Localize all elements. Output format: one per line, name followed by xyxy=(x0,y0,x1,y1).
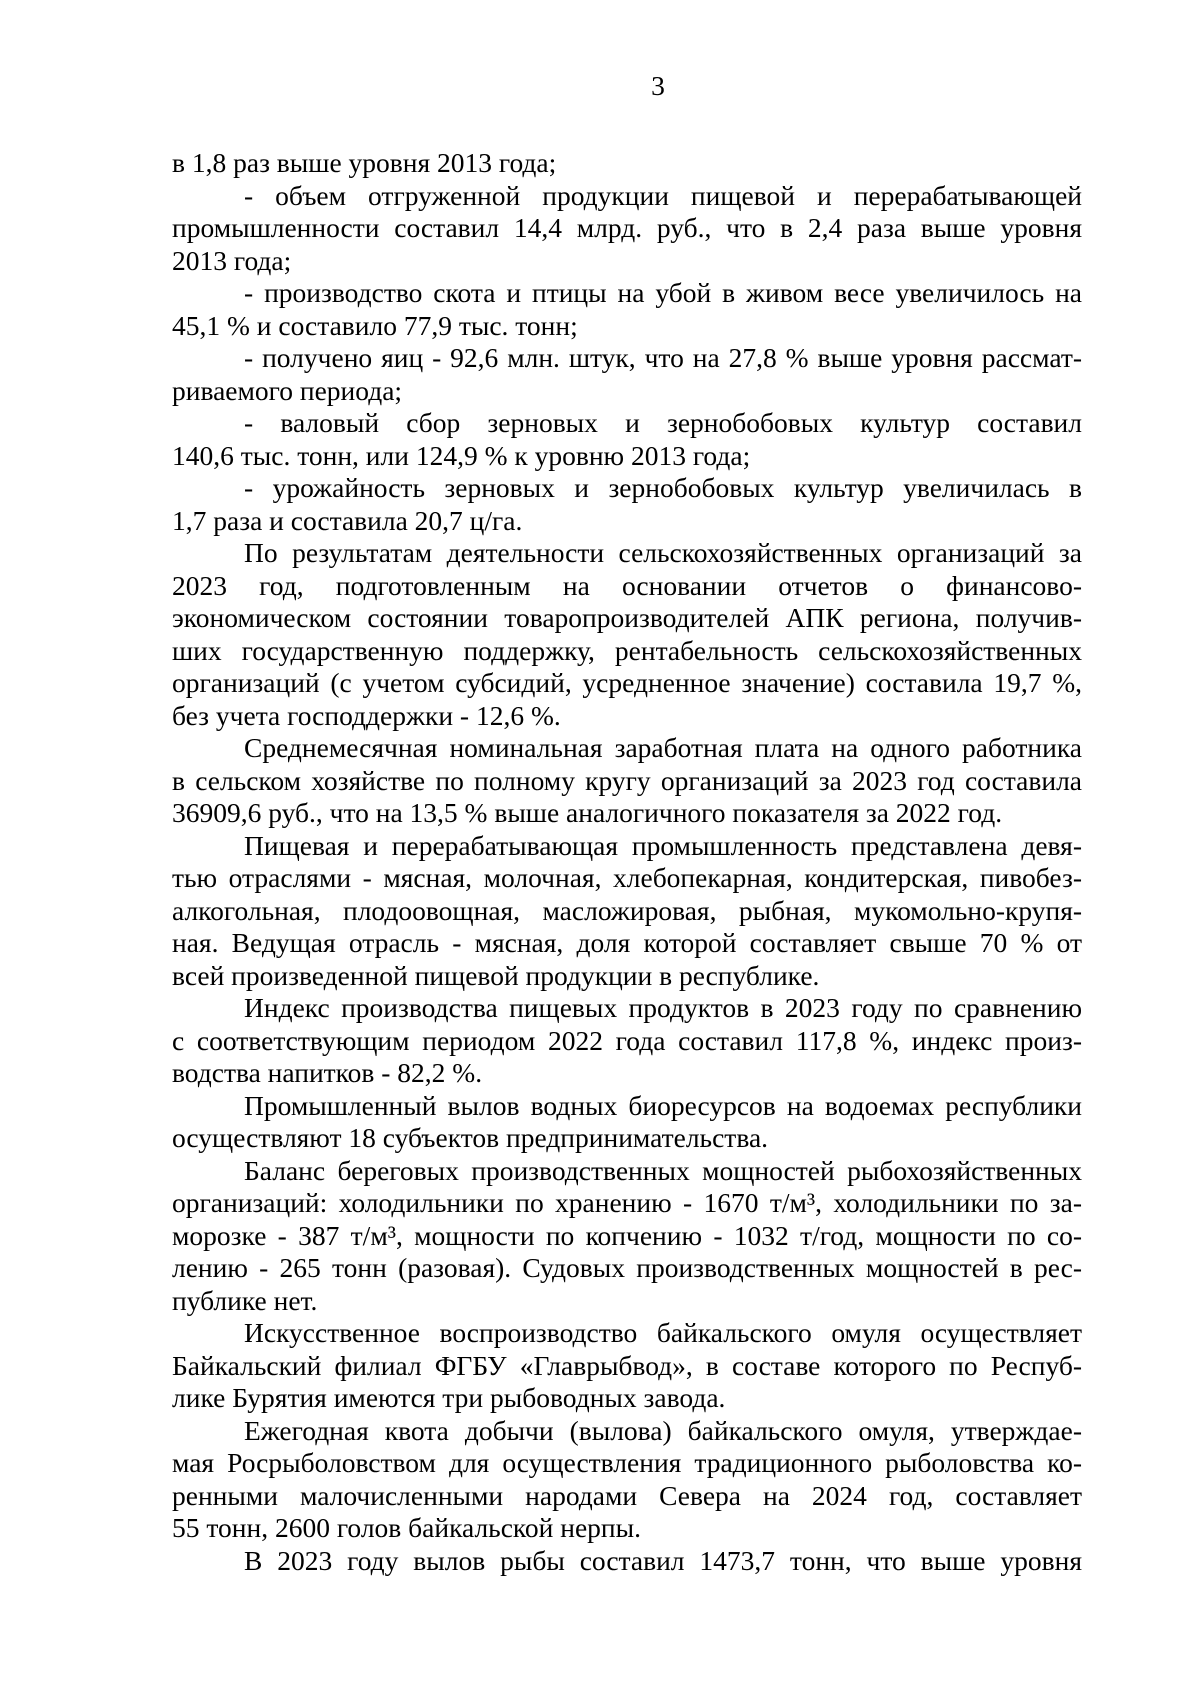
text-line: водства напитков - 82,2 %. xyxy=(172,1057,483,1088)
paragraph xyxy=(172,277,1082,342)
text-line: - объем отгруженной продукции пищевой и перерабатывающей xyxy=(244,179,1082,211)
text-line: в 1,8 раз выше уровня 2013 года; xyxy=(172,147,557,178)
text-line: всей произведенной пищевой продукции в республике. xyxy=(172,959,820,991)
text-line: организаций: холодильники по хранению - 1670 т/м³, холодильники по за- xyxy=(172,1187,1082,1218)
text-line: Пищевая и перерабатывающая промышленность представлена девя- xyxy=(244,829,1082,861)
text-line: 2023 год, подготовленным на основании отчетов о финансово- xyxy=(172,569,1082,601)
text-line: - валовый сбор зерновых и зернобобовых культур составил xyxy=(244,407,1082,438)
text-line: 55 тонн, 2600 голов байкальской нерпы. xyxy=(172,1512,641,1543)
text-line: - урожайность зерновых и зернобобовых культур увеличилась в xyxy=(244,472,1082,503)
text-line: Ежегодная квота добычи (вылова) байкальского омуля, утверждае- xyxy=(244,1414,1082,1446)
paragraph xyxy=(172,830,1082,993)
page-number: 3 xyxy=(651,70,665,101)
text-line: - получено яиц - 92,6 млн. штук, что на 27,8 % выше уровня рассмат- xyxy=(244,342,1082,373)
text-line: без учета господдержки - 12,6 %. xyxy=(172,699,561,731)
text-line: морозке - 387 т/м³, мощности по копчению - 1032 т/год, мощности по со- xyxy=(172,1219,1082,1251)
text-line: - производство скота и птицы на убой в живом весе увеличилось на xyxy=(244,277,1082,308)
text-line: осуществляют 18 субъектов предпринимательства. xyxy=(172,1122,769,1153)
paragraph xyxy=(172,1155,1082,1318)
paragraph xyxy=(172,342,1082,407)
text-line: организаций (с учетом субсидий, усредненное значение) составила 19,7 %, xyxy=(172,667,1082,698)
text-line: тью отраслями - мясная, молочная, хлебопекарная, кондитерская, пивобез- xyxy=(172,862,1082,893)
text-line: 36909,6 руб., что на 13,5 % выше аналогичного показателя за 2022 год. xyxy=(172,797,1003,828)
text-line: риваемого периода; xyxy=(172,374,403,406)
text-line: лению - 265 тонн (разовая). Судовых производственных мощностей в рес- xyxy=(172,1252,1082,1283)
text-line: 140,6 тыс. тонн, или 124,9 % к уровню 2013 года; xyxy=(172,439,751,471)
text-line: Промышленный вылов водных биоресурсов на водоемах республики xyxy=(244,1089,1082,1121)
text-line: ная. Ведущая отрасль - мясная, доля которой составляет свыше 70 % от xyxy=(172,927,1082,958)
text-line: публике нет. xyxy=(172,1284,318,1316)
paragraph xyxy=(172,992,1082,1090)
text-line: Баланс береговых производственных мощностей рыбохозяйственных xyxy=(244,1154,1082,1186)
text-line: лике Бурятия имеются три рыбоводных завода. xyxy=(172,1382,726,1413)
paragraph xyxy=(172,1545,1082,1578)
text-line: Индекс производства пищевых продуктов в 2023 году по сравнению xyxy=(244,992,1082,1023)
paragraph xyxy=(172,407,1082,472)
text-line: 1,7 раза и составила 20,7 ц/га. xyxy=(172,504,523,536)
paragraph xyxy=(172,732,1082,830)
text-line: Искусственное воспроизводство байкальского омуля осуществляет xyxy=(244,1317,1082,1348)
document-body xyxy=(172,147,1082,1577)
paragraph xyxy=(172,147,1082,180)
paragraph xyxy=(172,472,1082,537)
paragraph xyxy=(172,1415,1082,1545)
text-line: экономическом состоянии товаропроизводителей АПК региона, получив- xyxy=(172,602,1082,633)
paragraph xyxy=(172,1090,1082,1155)
text-line: ренными малочисленными народами Севера на 2024 год, составляет xyxy=(172,1479,1082,1511)
paragraph xyxy=(172,180,1082,278)
text-line: 2013 года; xyxy=(172,244,292,276)
paragraph xyxy=(172,1317,1082,1415)
text-line: Байкальский филиал ФГБУ «Главрыбвод», в составе которого по Респуб- xyxy=(172,1349,1082,1381)
text-line: мая Росрыболовством для осуществления традиционного рыболовства ко- xyxy=(172,1447,1082,1478)
text-line: Среднемесячная номинальная заработная плата на одного работника xyxy=(244,732,1082,763)
text-line: 45,1 % и составило 77,9 тыс. тонн; xyxy=(172,309,578,341)
text-line: промышленности составил 14,4 млрд. руб., что в 2,4 раза выше уровня xyxy=(172,212,1082,243)
text-line: ших государственную поддержку, рентабельность сельскохозяйственных xyxy=(172,634,1082,666)
text-line: в сельском хозяйстве по полному кругу организаций за 2023 год составила xyxy=(172,764,1082,796)
text-line: с соответствующим периодом 2022 года составил 117,8 %, индекс произ- xyxy=(172,1024,1082,1056)
text-line: В 2023 году вылов рыбы составил 1473,7 тонн, что выше уровня xyxy=(244,1544,1082,1576)
text-line: алкогольная, плодоовощная, масложировая, рыбная, мукомольно-крупя- xyxy=(172,894,1082,926)
paragraph xyxy=(172,537,1082,732)
text-line: По результатам деятельности сельскохозяйственных организаций за xyxy=(244,537,1082,568)
